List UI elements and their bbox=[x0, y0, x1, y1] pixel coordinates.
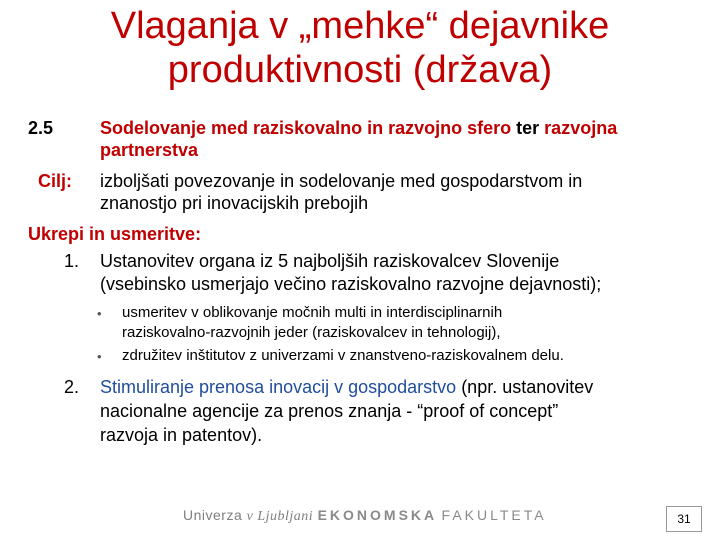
measure-2-line-1 bbox=[100, 376, 715, 398]
bullet-1: • bbox=[97, 306, 102, 321]
measure-2-line-2: nacionalne agencije za prenos znanja - “proof of concept” bbox=[100, 401, 559, 421]
measure-2-number: 2. bbox=[64, 377, 80, 397]
section-heading-red: Sodelovanje med raziskovalno in razvojno sfero bbox=[100, 118, 512, 138]
title-line-2: produktivnosti (država) bbox=[167, 49, 553, 91]
title-line-1: Vlaganja v „mehke“ dejavnike bbox=[110, 5, 610, 47]
measure-2-blue-text: Stimuliranje prenosa inovacij v gospodarstvo bbox=[100, 377, 457, 397]
section-heading-line2: partnerstva bbox=[100, 140, 199, 160]
measure-1-line-1: Ustanovitev organa iz 5 najboljših raziskovalcev Slovenije bbox=[100, 251, 560, 271]
measure-1-line-2: (vsebinsko usmerjajo večino raziskovalno razvojne dejavnosti); bbox=[100, 274, 602, 294]
goal-line-2: znanostjo pri inovacijskih prebojih bbox=[100, 193, 369, 213]
measure-2-line-3: razvoja in patentov). bbox=[100, 425, 263, 445]
measures-label: Ukrepi in usmeritve: bbox=[28, 224, 202, 244]
slide-title bbox=[0, 4, 720, 92]
section-heading-red2: razvojna bbox=[544, 118, 618, 138]
bullet-1-line-1: usmeritev v oblikovanje močnih multi in interdisciplinarnih bbox=[122, 304, 503, 321]
bullet-1-line-2: raziskovalno-razvojnih jeder (raziskovalcev in tehnologij), bbox=[122, 324, 501, 341]
footer-univerza: Univerza bbox=[183, 507, 243, 523]
measure-1-number: 1. bbox=[64, 251, 80, 271]
footer-fakulteta: FAKULTETA bbox=[441, 507, 547, 523]
goal-label: Cilj: bbox=[38, 171, 72, 191]
bullet-2: • bbox=[97, 349, 102, 364]
section-number: 2.5 bbox=[28, 118, 54, 138]
footer-faculty: EKONOMSKA bbox=[317, 507, 438, 523]
goal-line-1: izboljšati povezovanje in sodelovanje med gospodarstvom in bbox=[100, 171, 583, 191]
page-number: 31 bbox=[666, 506, 702, 532]
footer-logo bbox=[183, 507, 547, 525]
footer-v-ljubljani: v Ljubljani bbox=[246, 509, 314, 524]
section-heading bbox=[100, 117, 715, 139]
bullet-2-line-1: združitev inštitutov z univerzami v znanstveno-raziskovalnem delu. bbox=[122, 347, 564, 364]
measure-2-black-text: (npr. ustanovitev bbox=[456, 377, 594, 397]
section-heading-black: ter bbox=[516, 118, 540, 138]
